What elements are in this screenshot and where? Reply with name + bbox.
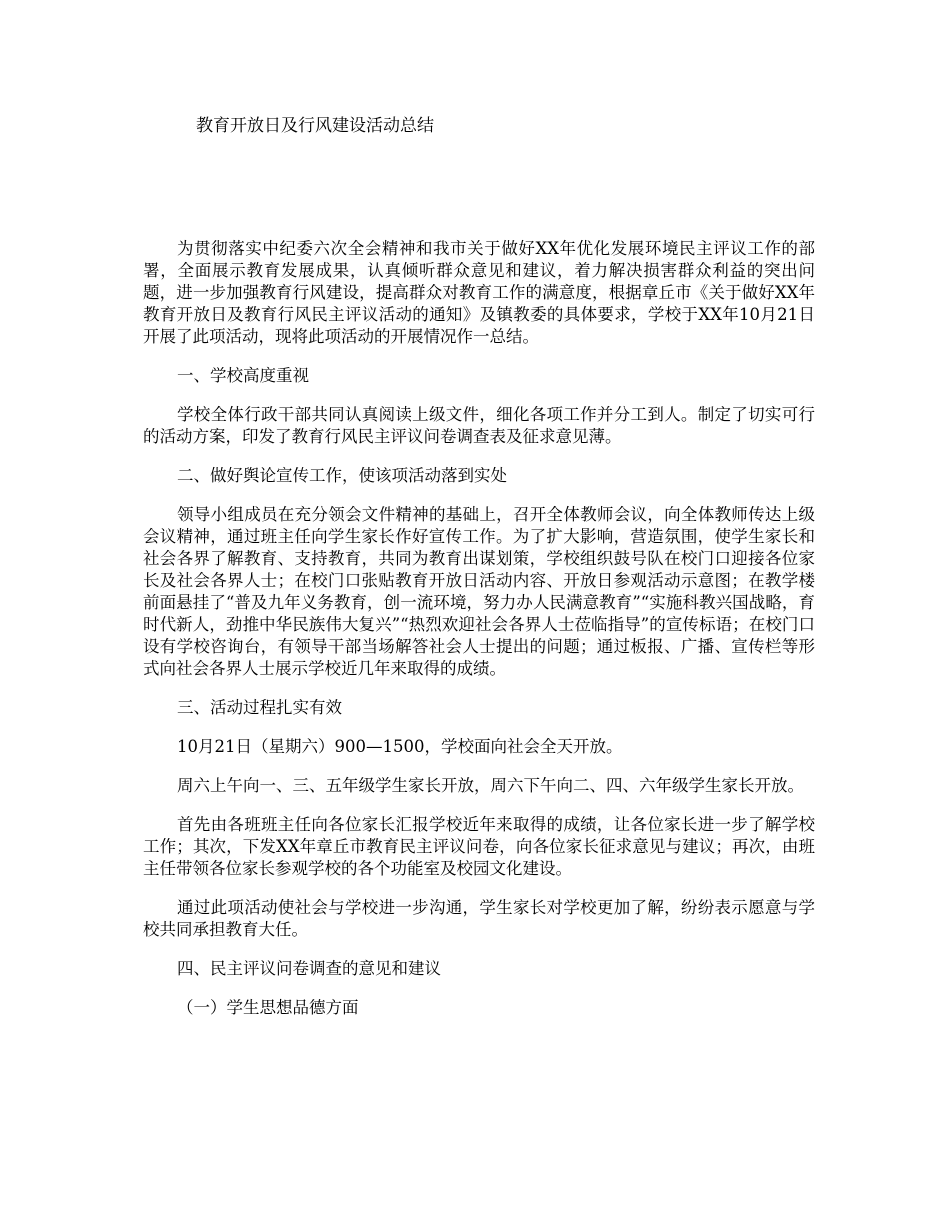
body-paragraph: 学校全体行政干部共同认真阅读上级文件，细化各项工作并分工到人。制定了切实可行的活动方案，印发了教育行风民主评议问卷调查表及征求意见薄。	[143, 405, 815, 446]
subsection-heading: （一）学生思想品德方面	[177, 998, 359, 1017]
section-heading: 二、做好舆论宣传工作，使该项活动落到实处	[177, 466, 507, 485]
body-paragraph: 首先由各班班主任向各位家长汇报学校近年来取得的成绩，让各位家长进一步了解学校工作；其次，下发XX年章丘市教育民主评议问卷，向各位家长征求意见与建议；再次，由班主任带领各位家长参观学校的各个功能室及校园文化建设。	[143, 815, 815, 878]
section-heading: 一、学校高度重视	[177, 366, 309, 385]
section-heading: 四、民主评议问卷调查的意见和建议	[177, 959, 441, 978]
document-title: 教育开放日及行风建设活动总结	[196, 116, 434, 136]
intro-paragraph: 为贯彻落实中纪委六次全会精神和我市关于做好XX年优化发展环境民主评议工作的部署，全面展示教育发展成果，认真倾听群众意见和建议，着力解决损害群众利益的突出问题，进一步加强教育行风建设，提高群众对教育工作的满意度，根据章丘市《关于做好XX年教育开放日及教育行风民主评议活动的通知》及镇教委的具体要求，学校于XX年10月21日开展了此项活动，现将此项活动的开展情况作一总结。	[143, 239, 815, 346]
section-heading: 三、活动过程扎实有效	[177, 698, 342, 717]
body-paragraph: 通过此项活动使社会与学校进一步沟通，学生家长对学校更加了解，纷纷表示愿意与学校共同承担教育大任。	[143, 898, 815, 939]
document-body	[143, 238, 815, 1036]
body-paragraph: 领导小组成员在充分领会文件精神的基础上，召开全体教师会议，向全体教师传达上级会议精神，通过班主任向学生家长作好宣传工作。为了扩大影响，营造氛围，使学生家长和社会各界了解教育、支持教育，共同为教育出谋划策，学校组织鼓号队在校门口迎接各位家长及社会各界人士；在校门口张贴教育开放日活动内容、开放日参观活动示意图；在教学楼前面悬挂了“普及九年义务教育，创一流环境，努力办人民满意教育”“实施科教兴国战略，育时代新人，劲推中华民族伟大复兴”“热烈欢迎社会各界人士莅临指导”的宣传标语；在校门口设有学校咨询台，有领导干部当场解答社会人士提出的问题；通过板报、广播、宣传栏等形式向社会各界人士展示学校近几年来取得的成绩。	[143, 505, 815, 678]
body-paragraph: 周六上午向一、三、五年级学生家长开放，周六下午向二、四、六年级学生家长开放。	[177, 776, 804, 795]
body-paragraph: 10月21日（星期六）900—1500，学校面向社会全天开放。	[177, 737, 623, 756]
